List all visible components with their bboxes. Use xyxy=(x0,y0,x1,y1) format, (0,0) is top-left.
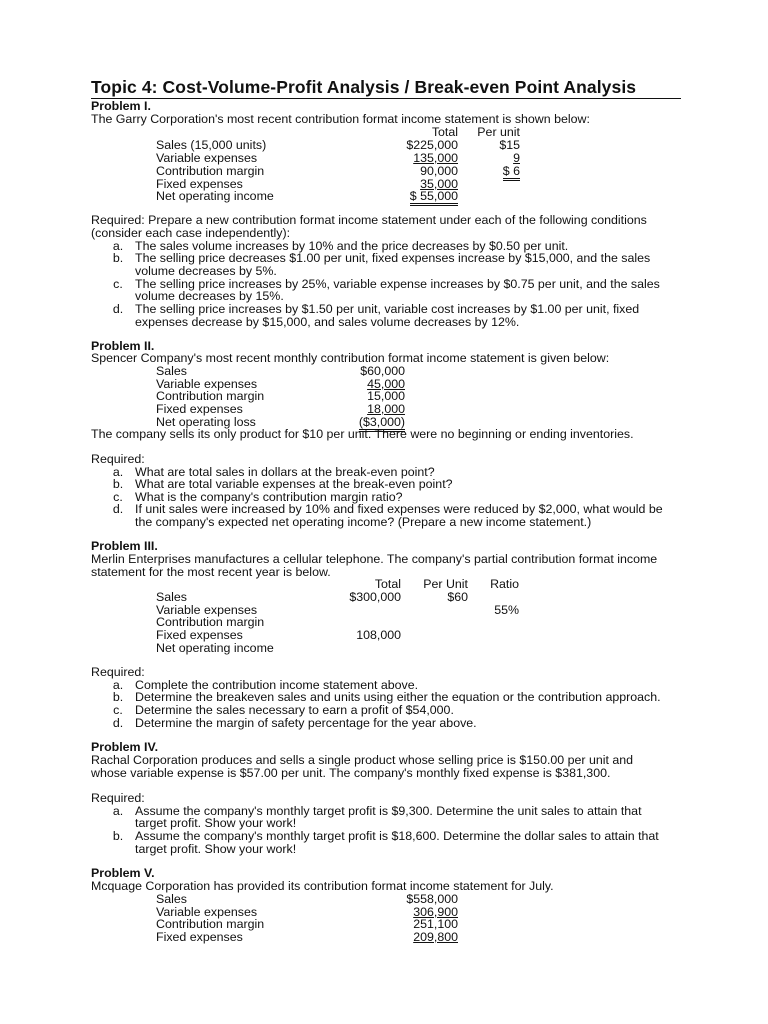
problem-2-required: Required: xyxy=(91,452,145,466)
column-header-per-unit: Per Unit xyxy=(423,577,468,591)
statement-row-label: Variable expenses xyxy=(156,603,258,617)
column-header-ratio: Ratio xyxy=(490,577,519,591)
list-item-letter: a. xyxy=(112,678,124,692)
problem-3-intro: Merlin Enterprises manufactures a cellular telephone. The company's partial contribution format income xyxy=(91,552,658,566)
problem-1-required-cont: (consider each case independently): xyxy=(91,226,291,240)
list-item-text: What is the company's contribution margin ratio? xyxy=(135,490,403,504)
column-header-total: Total xyxy=(374,577,401,591)
list-item-letter: d. xyxy=(112,302,124,316)
statement-row-total: 15,000 xyxy=(367,389,405,403)
statement-row-label: Variable expenses xyxy=(156,905,258,919)
list-item-letter: c. xyxy=(113,703,123,717)
column-header-per-unit: Per unit xyxy=(477,125,520,139)
statement-row-label: Fixed expenses xyxy=(156,930,243,944)
list-item-text-cont: the company's expected net operating income? (Prepare a new income statement.) xyxy=(135,515,592,529)
list-item-text: Assume the company's monthly target profit is $9,300. Determine the unit sales to attain that xyxy=(135,804,642,818)
list-item-letter: b. xyxy=(112,477,124,491)
list-item-letter: b. xyxy=(112,829,124,843)
list-item-letter: a. xyxy=(112,239,124,253)
list-item-text: The selling price increases by $1.50 per unit, variable cost increases by $1.00 per unit, fixed xyxy=(135,302,640,316)
problem-5-intro: Mcquage Corporation has provided its contribution format income statement for July. xyxy=(91,879,554,893)
problem-5-heading: Problem V. xyxy=(91,866,155,880)
list-item-text-cont: target profit. Show your work! xyxy=(135,816,297,830)
statement-row-total: $225,000 xyxy=(406,138,458,152)
statement-row-per-unit: $15 xyxy=(499,138,520,152)
problem-2-intro: Spencer Company's most recent monthly contribution format income statement is given below: xyxy=(91,351,610,365)
list-item-text: If unit sales were increased by 10% and fixed expenses were reduced by $2,000, what would be xyxy=(135,502,663,516)
statement-row-label: Sales xyxy=(156,590,187,604)
statement-row-label: Net operating loss xyxy=(156,415,256,429)
statement-row-label: Net operating income xyxy=(156,189,274,203)
statement-row-label: Net operating income xyxy=(156,641,274,655)
list-item-text-cont: target profit. Show your work! xyxy=(135,842,297,856)
list-item-text: The sales volume increases by 10% and the price decreases by $0.50 per unit. xyxy=(135,239,569,253)
list-item-text: Assume the company's monthly target profit is $18,600. Determine the dollar sales to attain that xyxy=(135,829,659,843)
statement-row-total: 45,000 xyxy=(367,377,405,391)
list-item-text: Complete the contribution income statement above. xyxy=(135,678,419,692)
statement-row-ratio: 55% xyxy=(494,603,519,617)
list-item-text: The selling price decreases $1.00 per unit, fixed expenses increase by $15,000, and the sales xyxy=(135,251,651,265)
list-item-text: Determine the margin of safety percentage for the year above. xyxy=(135,716,477,730)
title-underline xyxy=(91,98,681,99)
list-item-letter: c. xyxy=(113,277,123,291)
statement-row-per-unit: 9 xyxy=(513,151,520,165)
statement-row-label: Fixed expenses xyxy=(156,177,243,191)
statement-row-per-unit: $ 6 xyxy=(503,164,520,181)
statement-row-total: 251,100 xyxy=(413,917,458,931)
statement-row-label: Contribution margin xyxy=(156,389,265,403)
statement-row-label: Contribution margin xyxy=(156,917,265,931)
problem-4-intro-cont: whose variable expense is $57.00 per unit. The company's monthly fixed expense is $381,300. xyxy=(91,766,611,780)
statement-row-label: Contribution margin xyxy=(156,615,265,629)
list-item-letter: d. xyxy=(112,502,124,516)
page-title: Topic 4: Cost-Volume-Profit Analysis / Break-even Point Analysis xyxy=(91,77,637,97)
statement-row-label: Sales xyxy=(156,892,187,906)
statement-row-label: Fixed expenses xyxy=(156,402,243,416)
list-item-letter: c. xyxy=(113,490,123,504)
statement-row-label: Fixed expenses xyxy=(156,628,243,642)
problem-1-intro: The Garry Corporation's most recent contribution format income statement is shown below: xyxy=(91,112,590,126)
problem-4-intro: Rachal Corporation produces and sells a single product whose selling price is $150.00 per unit and xyxy=(91,753,634,767)
statement-row-total: 135,000 xyxy=(413,151,458,165)
problem-4-required: Required: xyxy=(91,791,145,805)
list-item-letter: a. xyxy=(112,804,124,818)
list-item-text-cont: volume decreases by 5%. xyxy=(135,264,277,278)
list-item-letter: a. xyxy=(112,465,124,479)
problem-4-heading: Problem IV. xyxy=(91,740,159,754)
statement-row-total: 18,000 xyxy=(367,402,405,416)
list-item-letter: d. xyxy=(112,716,124,730)
statement-row-total: $300,000 xyxy=(349,590,401,604)
statement-row-total: $558,000 xyxy=(406,892,458,906)
statement-row-per-unit: $60 xyxy=(447,590,468,604)
problem-1-heading: Problem I. xyxy=(91,99,151,113)
statement-row-label: Contribution margin xyxy=(156,164,265,178)
list-item-text: The selling price increases by 25%, variable expense increases by $0.75 per unit, and the sales xyxy=(135,277,660,291)
problem-3-heading: Problem III. xyxy=(91,539,158,553)
list-item-text: What are total sales in dollars at the break-even point? xyxy=(135,465,435,479)
statement-row-total: ($3,000) xyxy=(359,415,405,432)
statement-row-total: 90,000 xyxy=(420,164,458,178)
statement-row-label: Variable expenses xyxy=(156,377,258,391)
statement-row-label: Sales (15,000 units) xyxy=(156,138,267,152)
statement-row-total: 209,800 xyxy=(413,930,458,944)
problem-2-heading: Problem II. xyxy=(91,339,155,353)
problem-1-required: Required: Prepare a new contribution format income statement under each of the following conditions xyxy=(91,213,647,227)
statement-row-total: 108,000 xyxy=(356,628,401,642)
list-item-letter: b. xyxy=(112,690,124,704)
statement-row-total: 306,900 xyxy=(413,905,458,919)
list-item-text-cont: volume decreases by 15%. xyxy=(135,289,284,303)
statement-row-total: 35,000 xyxy=(420,177,458,191)
list-item-letter: b. xyxy=(112,251,124,265)
problem-2-note: The company sells its only product for $10 per unit. There were no beginning or ending inventories. xyxy=(91,427,634,441)
statement-row-total: $ 55,000 xyxy=(410,189,458,206)
statement-row-label: Variable expenses xyxy=(156,151,258,165)
list-item-text: Determine the breakeven sales and units using either the equation or the contribution approach. xyxy=(135,690,661,704)
list-item-text: What are total variable expenses at the break-even point? xyxy=(135,477,453,491)
statement-row-label: Sales xyxy=(156,364,187,378)
problem-3-intro-cont: statement for the most recent year is below. xyxy=(91,565,331,579)
problem-3-required: Required: xyxy=(91,665,145,679)
list-item-text-cont: expenses decrease by $15,000, and sales volume decreases by 12%. xyxy=(135,315,520,329)
column-header-total: Total xyxy=(431,125,458,139)
list-item-text: Determine the sales necessary to earn a profit of $54,000. xyxy=(135,703,454,717)
statement-row-total: $60,000 xyxy=(360,364,405,378)
